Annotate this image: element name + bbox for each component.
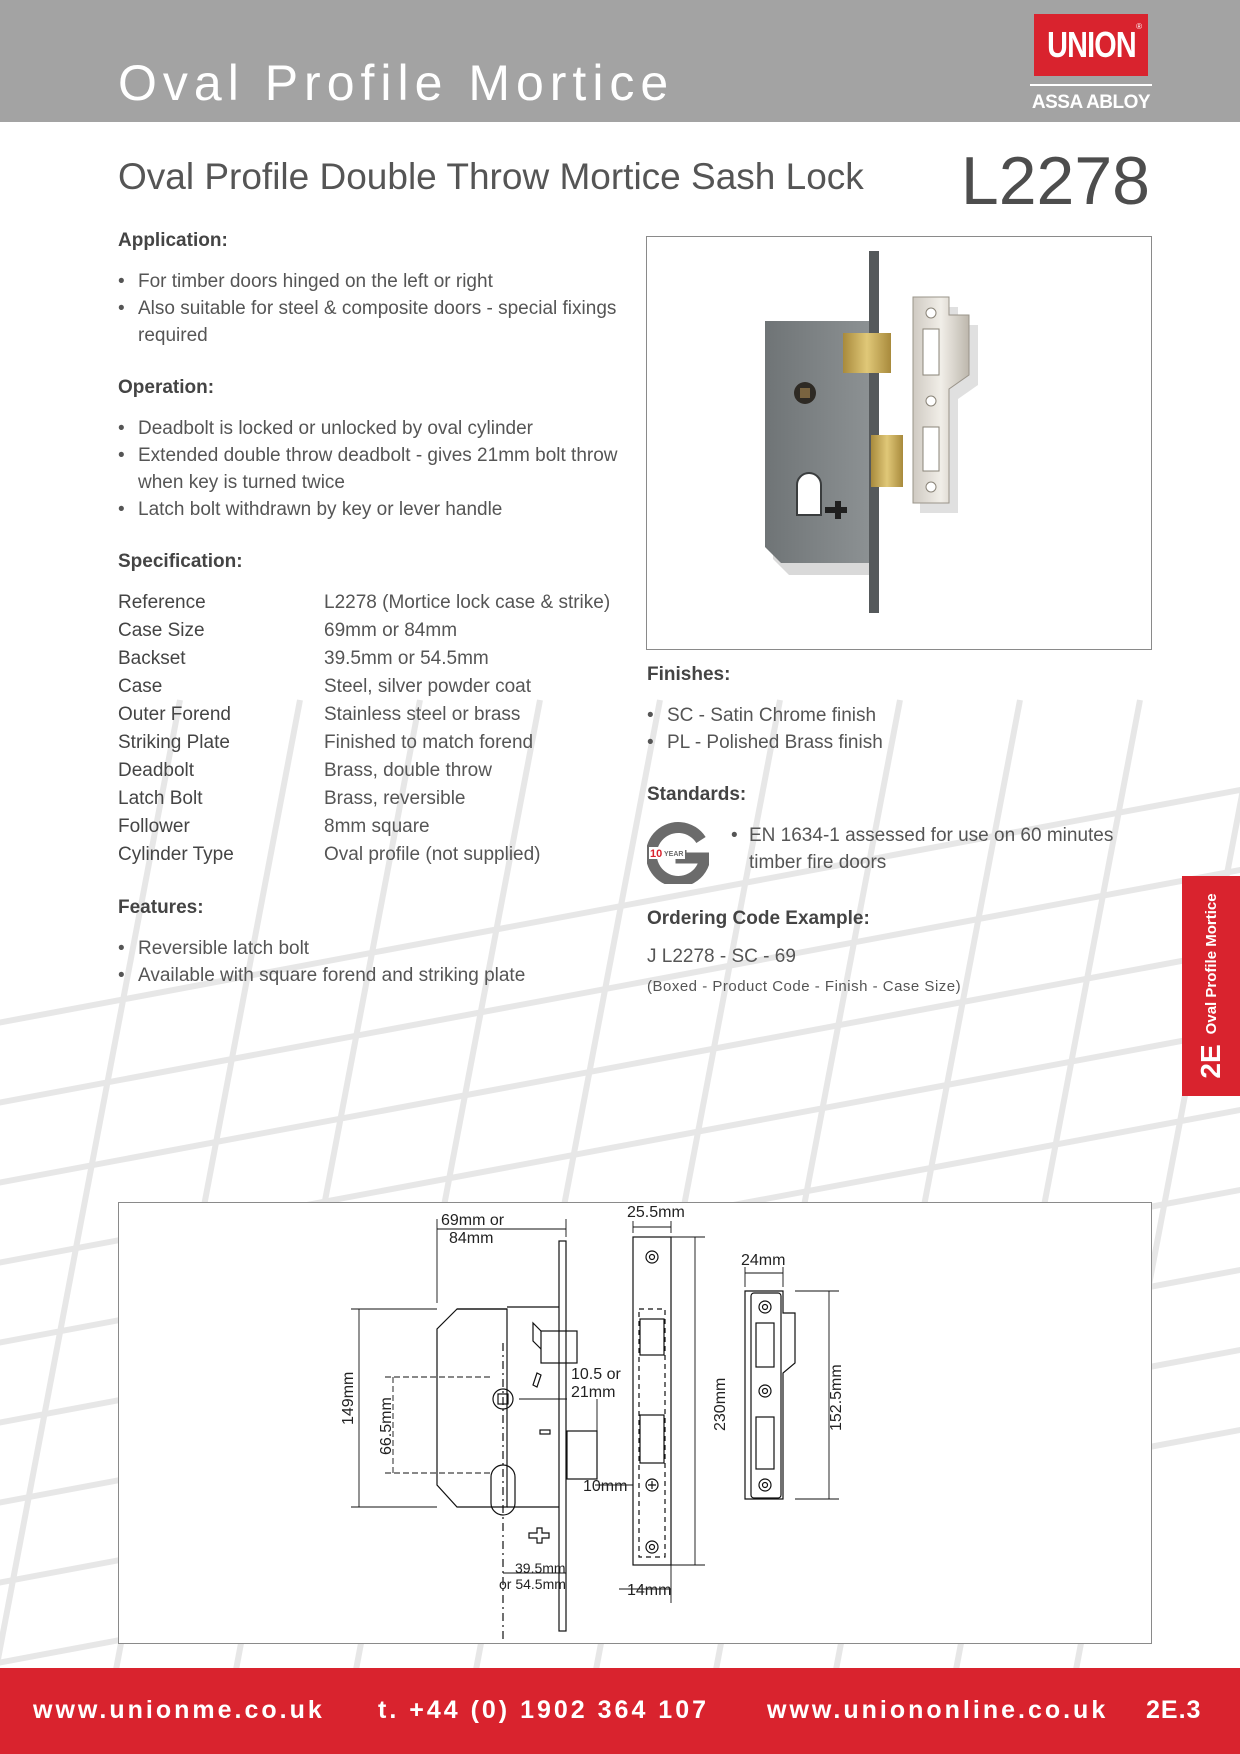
cylinder-hole [797, 473, 821, 515]
lock-forend [869, 251, 879, 613]
spec-value: 69mm or 84mm [324, 620, 458, 641]
spec-value: L2278 (Mortice lock case & strike) [324, 592, 611, 613]
operation-list [118, 415, 618, 523]
ordering-code: J L2278 - SC - 69 [647, 946, 796, 967]
list-item: • For timber doors hinged on the left or right [118, 268, 618, 295]
spec-label: Reference [118, 592, 206, 613]
specification-heading: Specification: [118, 551, 243, 572]
left-column [118, 230, 618, 1017]
logo-divider [1030, 84, 1152, 86]
spec-label: Follower [118, 816, 190, 837]
header-title: Oval Profile Mortice [118, 55, 675, 111]
deadbolt [871, 435, 903, 487]
table-row [118, 841, 618, 869]
footer-telephone: t. +44 (0) 1902 364 107 [378, 1696, 709, 1724]
trademark-icon: ® [1136, 22, 1142, 31]
dim-bolt-throw-line1: 10.5 or [571, 1366, 621, 1383]
spec-label: Deadbolt [118, 760, 195, 781]
spec-value: Steel, silver powder coat [324, 676, 531, 697]
table-row [118, 785, 618, 813]
spec-label: Cylinder Type [118, 844, 234, 865]
mortice-lock-illustration [647, 237, 1153, 651]
table-row [118, 589, 618, 617]
section-tab [1182, 876, 1240, 1096]
dim-case-height: 149mm [340, 1371, 357, 1425]
footer-website-me[interactable]: www.unionme.co.uk [33, 1696, 325, 1724]
application-heading: Application: [118, 230, 228, 251]
technical-drawing [118, 1202, 1152, 1644]
spec-value: 39.5mm or 54.5mm [324, 648, 489, 669]
spec-value: Oval profile (not supplied) [324, 844, 541, 865]
spec-value: Stainless steel or brass [324, 704, 521, 725]
list-item: • Reversible latch bolt [118, 935, 618, 962]
striking-plate [913, 297, 969, 503]
table-row [118, 673, 618, 701]
operation-heading: Operation: [118, 377, 215, 398]
list-item: • Extended double throw deadbolt - gives 21mm bolt throw when key is turned twice [118, 442, 618, 496]
dim-case-size-line2: 84mm [449, 1230, 494, 1247]
list-item: • Also suitable for steel & composite doors - special fixings required [118, 295, 618, 349]
dim-bolt-throw-line2: 21mm [571, 1384, 616, 1401]
table-row [118, 617, 618, 645]
badge-label: YEAR [664, 851, 684, 858]
table-row [118, 729, 618, 757]
ordering-note: (Boxed - Product Code - Finish - Case Size) [647, 978, 962, 995]
dim-forend-edge: 10mm [583, 1478, 628, 1495]
table-row [118, 701, 618, 729]
finishes-heading: Finishes: [647, 664, 731, 685]
spec-label: Case Size [118, 620, 205, 641]
badge-number: 10 [650, 848, 663, 860]
finishes-list [647, 702, 1152, 756]
dim-forend-height: 230mm [712, 1377, 729, 1431]
footer-website-online[interactable]: www.uniononline.co.uk [767, 1696, 1109, 1724]
section-tab-label: Oval Profile Mortice [1202, 893, 1220, 1035]
ordering-heading: Ordering Code Example: [647, 908, 870, 929]
spec-label: Outer Forend [118, 704, 231, 725]
product-title: Oval Profile Double Throw Mortice Sash Lock [118, 156, 864, 197]
dimension-drawing [119, 1203, 1153, 1645]
latch-bolt [843, 333, 891, 373]
dim-backset-line2: or 54.5mm [499, 1576, 566, 1592]
section-tab-code: 2E [1195, 1044, 1226, 1079]
spec-label: Latch Bolt [118, 788, 203, 809]
spec-value: 8mm square [324, 816, 430, 837]
list-item: • SC - Satin Chrome finish [647, 702, 1152, 729]
specification-table [118, 589, 618, 869]
union-logo [1034, 14, 1148, 76]
spec-label: Case [118, 676, 163, 697]
product-code: L2278 [960, 143, 1150, 219]
ten-year-guarantee-icon [647, 822, 709, 884]
table-row [118, 757, 618, 785]
dim-backset-line1: 39.5mm [515, 1560, 566, 1576]
dim-forend-width: 25.5mm [627, 1204, 685, 1221]
table-row [118, 813, 618, 841]
features-list [118, 935, 618, 989]
page-number: 2E.3 [1146, 1696, 1202, 1724]
standards-row [647, 822, 1152, 884]
spec-label: Backset [118, 648, 186, 669]
application-list [118, 268, 618, 349]
logo-subbrand: ASSA ABLOY [1031, 92, 1151, 113]
list-item: • PL - Polished Brass finish [647, 729, 1152, 756]
spec-label: Striking Plate [118, 732, 230, 753]
dim-forend-depth: 14mm [627, 1582, 672, 1599]
list-item: • Available with square forend and striking plate [118, 962, 618, 989]
spec-value: Brass, double throw [324, 760, 492, 781]
dim-strike-width: 24mm [741, 1252, 786, 1269]
drawing-dimension-labels [340, 1204, 845, 1599]
table-row [118, 645, 618, 673]
standards-text: • EN 1634-1 assessed for use on 60 minutes timber fire doors [731, 822, 1152, 876]
logo-brand: UNION [1046, 24, 1136, 65]
footer-bar [0, 1668, 1240, 1754]
drawing-deadbolt [567, 1431, 597, 1479]
right-column [647, 664, 1152, 995]
spec-value: Finished to match forend [324, 732, 534, 753]
standards-heading: Standards: [647, 784, 747, 805]
list-item: • Deadbolt is locked or unlocked by oval cylinder [118, 415, 618, 442]
dim-strike-height: 152.5mm [828, 1364, 845, 1431]
drawing-lock-case [437, 1309, 507, 1507]
product-photo [646, 236, 1152, 650]
spec-value: Brass, reversible [324, 788, 466, 809]
features-heading: Features: [118, 897, 204, 918]
dim-case-size-line1: 69mm or [441, 1212, 505, 1229]
list-item: • Latch bolt withdrawn by key or lever handle [118, 496, 618, 523]
dim-centres: 66.5mm [378, 1397, 395, 1455]
